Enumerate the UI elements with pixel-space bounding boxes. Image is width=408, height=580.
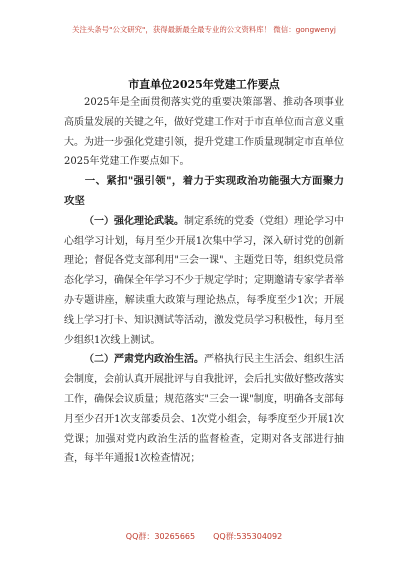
- document-body: [64, 93, 344, 469]
- section-heading-1: 一、紧扣"强引领"，着力于实现政治功能强大方面聚力攻坚: [64, 175, 344, 207]
- item-1-lead: （一）强化理论武装。: [84, 215, 184, 227]
- item-1-body: 制定系统的党委（党组）理论学习中心组学习计划，每月至少开展1次集中学习，深入研讨党的创新理论；督促各党支部利用"三会一课"、主题党日等，组织党员常态化学习，确保全年学习不少于规定学时；定期邀请专家学者举办专题讲座，解读重大政策与理论热点，每季度至少1次；开展线上学习打卡、知识测试等活动，激发党员学习积极性，每月至少组织1次线上测试。: [64, 215, 344, 346]
- document-title: 市直单位2025年党建工作要点: [128, 78, 280, 91]
- footer-qq-group-1: QQ群：30265665: [125, 532, 196, 541]
- item-2-lead: （二）严肃党内政治生活。: [84, 354, 204, 366]
- item-2-body: 严格执行民主生活会、组织生活会制度，会前认真开展批评与自我批评，会后扎实做好整改落实工作，确保会议质量；规范落实"三会一课"制度，明确各支部每月至少召开1次支部委员会、1次党小组会，每季度至少开展1次党课；加强对党内政治生活的监督检查，定期对各支部进行抽查，每半年通报1次检查情况；: [64, 354, 344, 465]
- intro-paragraph: 2025年是全面贯彻落实党的重要决策部署、推动各项事业高质量发展的关键之年，做好党建工作对于市直单位而言意义重大。为进一步强化党建引领，提升党建工作质量现制定市直单位2025年党建工作要点如下。: [64, 97, 344, 168]
- footer-qq-group-2: QQ群:535304092: [213, 532, 283, 541]
- footer-contact: [0, 531, 408, 542]
- header-promo-note: 关注头条号"公文研究"，获得最新最全最专业的公文资料库！ 微信：gongwenyj: [72, 25, 336, 34]
- item-2-paragraph: [64, 350, 344, 469]
- item-1-paragraph: [64, 212, 344, 351]
